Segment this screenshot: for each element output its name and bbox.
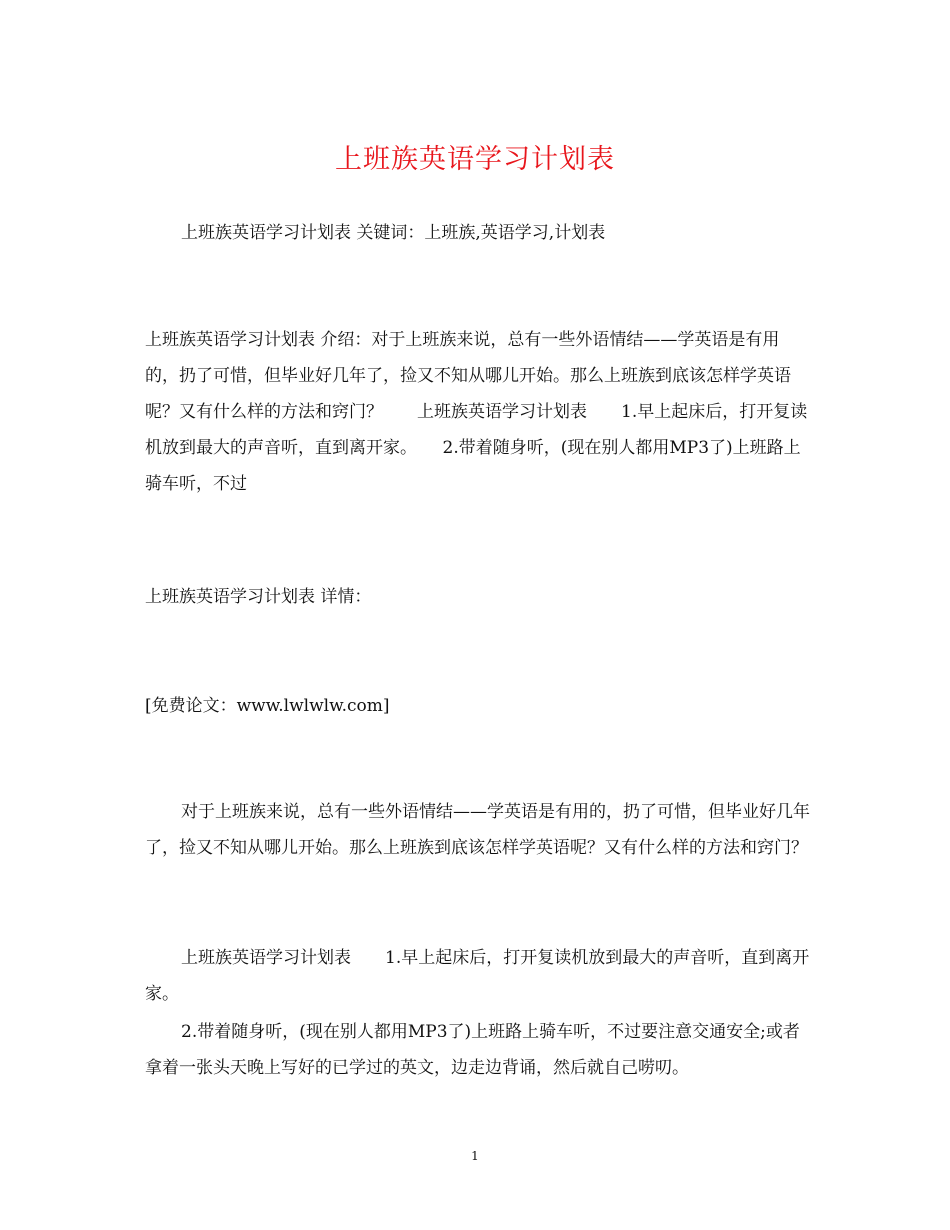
- source-link-line[interactable]: [免费论文：www.lwlwlw.com]: [145, 696, 390, 716]
- body-paragraph-2: 上班族英语学习计划表 1.早上起床后，打开复读机放到最大的声音听，直到离开家。: [145, 948, 810, 1004]
- page-number: 1: [471, 1149, 479, 1163]
- details-label: 上班族英语学习计划表 详情：: [145, 587, 372, 607]
- keywords-line: 上班族英语学习计划表 关键词：上班族,英语学习,计划表: [181, 223, 606, 243]
- body-paragraph-1: 对于上班族来说，总有一些外语情结——学英语是有用的，扔了可惜，但毕业好几年了，捡又不知从哪儿开始。那么上班族到底该怎样学英语呢？又有什么样的方法和窍门？: [145, 802, 810, 858]
- intro-paragraph: 上班族英语学习计划表 介绍：对于上班族来说，总有一些外语情结——学英语是有用的，扔了可惜，但毕业好几年了，捡又不知从哪儿开始。那么上班族到底该怎样学英语呢？又有什么样的方法和窍门？ 上班族英语学习计划表 1.早上起床后，打开复读机放到最大的声音听，直到离开家。 2.带着随身听，(现在别人都用MP3了)上班路上骑车听，不过: [145, 330, 808, 494]
- body-paragraph-3: 2.带着随身听，(现在别人都用MP3了)上班路上骑车听，不过要注意交通安全;或者拿着一张头天晚上写好的已学过的英文，边走边背诵，然后就自己唠叨。: [145, 1022, 800, 1078]
- document-title: 上班族英语学习计划表: [335, 144, 615, 175]
